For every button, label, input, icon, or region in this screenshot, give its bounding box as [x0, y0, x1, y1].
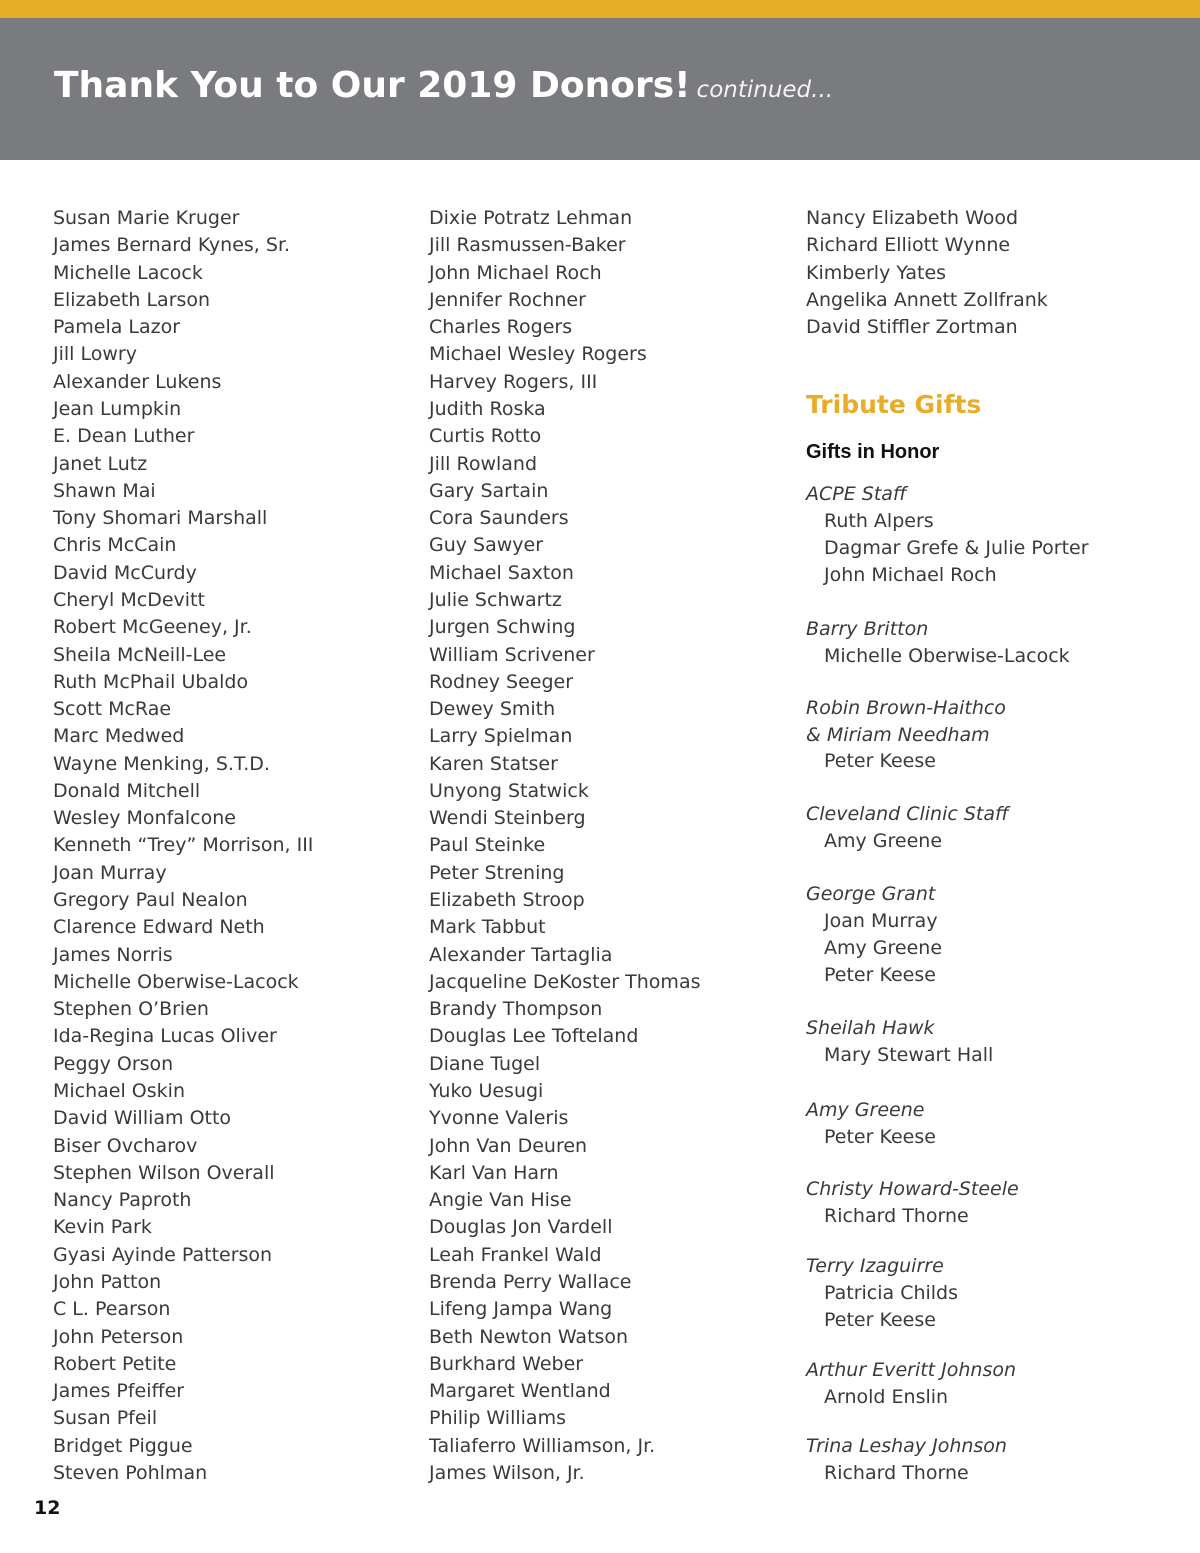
- donor-name: Unyong Statwick: [429, 779, 589, 802]
- donor-name: Michael Oskin: [53, 1080, 185, 1102]
- donor-name: Nancy Paproth: [53, 1189, 192, 1212]
- donor-name: Curtis Rotto: [429, 425, 542, 448]
- donor-name: Jill Rasmussen-Baker: [429, 234, 626, 257]
- donor-name: Angie Van Hise: [429, 1189, 572, 1212]
- donor-name: Julie Schwartz: [429, 588, 562, 611]
- tribute-donor-name: Joan Murray: [824, 909, 938, 932]
- donor-name: Jean Lumpkin: [53, 397, 182, 420]
- donor-name: Clarence Edward Neth: [53, 916, 265, 939]
- tribute-gifts-heading: Tribute Gifts: [806, 390, 982, 419]
- page-number: 12: [34, 1497, 61, 1519]
- donor-name: Bridget Piggue: [53, 1434, 193, 1457]
- honoree-name: Amy Greene: [806, 1099, 925, 1121]
- honoree-name: Cleveland Clinic Staff: [806, 803, 1009, 825]
- page-title-text: Thank You to Our 2019 Donors!: [54, 65, 691, 106]
- donor-name: Larry Spielman: [429, 725, 573, 748]
- tribute-donor-name: John Michael Roch: [824, 563, 997, 586]
- donor-name: Brandy Thompson: [429, 998, 603, 1021]
- tribute-donor-name: Peter Keese: [824, 1125, 936, 1148]
- honoree-name: & Miriam Needham: [806, 723, 990, 746]
- donor-name: Pamela Lazor: [53, 316, 181, 339]
- donor-name: Beth Newton Watson: [429, 1325, 629, 1348]
- tribute-group: [806, 1176, 1186, 1230]
- donor-name: Elizabeth Stroop: [429, 889, 585, 912]
- donor-name: Wayne Menking, S.T.D.: [53, 752, 270, 775]
- donor-name: Scott McRae: [53, 698, 172, 721]
- donor-name: Biser Ovcharov: [53, 1134, 198, 1157]
- donor-name: Lifeng Jampa Wang: [429, 1298, 613, 1321]
- tribute-donor-name: Mary Stewart Hall: [824, 1043, 994, 1066]
- donor-name: James Wilson, Jr.: [429, 1461, 585, 1484]
- donor-name: Guy Sawyer: [429, 534, 544, 557]
- tribute-donor-name: Richard Thorne: [824, 1461, 969, 1484]
- donor-name: Elizabeth Larson: [53, 288, 211, 311]
- donor-name: Burkhard Weber: [429, 1352, 584, 1375]
- donor-name: Michelle Lacock: [53, 261, 203, 284]
- tribute-group: [806, 616, 1186, 670]
- donor-name: Michael Saxton: [429, 561, 574, 584]
- donor-name: Dewey Smith: [429, 698, 556, 721]
- donor-name: Jennifer Rochner: [429, 288, 586, 311]
- donor-name: David McCurdy: [53, 561, 197, 584]
- donor-name: Karen Statser: [429, 752, 558, 775]
- donor-name: Tony Shomari Marshall: [53, 507, 268, 530]
- donor-name: Harvey Rogers, III: [429, 370, 598, 393]
- accent-bar: [0, 0, 1200, 18]
- honoree-name: Robin Brown-Haithco: [806, 697, 1006, 719]
- donor-name: James Bernard Kynes, Sr.: [53, 234, 291, 257]
- honoree-name: George Grant: [806, 883, 936, 905]
- donor-name: C L. Pearson: [53, 1298, 171, 1321]
- donor-name: Steven Pohlman: [53, 1461, 208, 1484]
- tribute-group: [806, 1433, 1186, 1487]
- donor-column-3: [806, 205, 1186, 341]
- donor-name: Gregory Paul Nealon: [53, 889, 248, 912]
- honoree-name: Trina Leshay Johnson: [806, 1435, 1007, 1457]
- page-title: [54, 64, 833, 112]
- donor-name: Alexander Lukens: [53, 370, 222, 393]
- donor-name: Susan Pfeil: [53, 1407, 158, 1430]
- donor-name: Rodney Seeger: [429, 670, 574, 693]
- donor-name: Douglas Jon Vardell: [429, 1216, 613, 1239]
- donor-name: Diane Tugel: [429, 1052, 541, 1075]
- honoree-name: Barry Britton: [806, 618, 929, 640]
- donor-name: Sheila McNeill-Lee: [53, 643, 227, 666]
- donor-name: Marc Medwed: [53, 725, 185, 748]
- donor-name: E. Dean Luther: [53, 425, 195, 448]
- donor-name: Cora Saunders: [429, 507, 569, 530]
- donor-name: Kenneth “Trey” Morrison, III: [53, 834, 314, 857]
- donor-name: Chris McCain: [53, 534, 177, 557]
- donor-name: Richard Elliott Wynne: [806, 234, 1011, 257]
- donor-column-2: [429, 205, 799, 1487]
- donor-name: Robert McGeeney, Jr.: [53, 616, 252, 639]
- donor-name: Douglas Lee Tofteland: [429, 1025, 639, 1048]
- tribute-donor-name: Ruth Alpers: [824, 509, 934, 532]
- tribute-group: [806, 881, 1186, 989]
- donor-name: Dixie Potratz Lehman: [429, 207, 633, 229]
- tribute-donor-name: Peter Keese: [824, 963, 936, 986]
- tribute-donor-name: Amy Greene: [824, 829, 943, 852]
- donor-name: John Patton: [53, 1270, 162, 1293]
- donor-name: Philip Williams: [429, 1407, 566, 1430]
- tribute-donor-name: Arnold Enslin: [824, 1385, 949, 1408]
- donor-name: Kimberly Yates: [806, 261, 947, 284]
- donor-name: Janet Lutz: [53, 452, 148, 475]
- tribute-group: [806, 1357, 1186, 1411]
- tribute-group: [806, 801, 1186, 855]
- tribute-group: [806, 1253, 1186, 1334]
- donor-name: Cheryl McDevitt: [53, 588, 205, 611]
- gifts-in-honor-heading: Gifts in Honor: [806, 441, 940, 463]
- donor-name: Gyasi Ayinde Patterson: [53, 1243, 273, 1266]
- donor-name: Susan Marie Kruger: [53, 207, 240, 229]
- donor-column-1: [53, 205, 413, 1487]
- honoree-name: Christy Howard-Steele: [806, 1178, 1019, 1200]
- tribute-donor-name: Peter Keese: [824, 1308, 936, 1331]
- page-subtitle: continued...: [696, 77, 834, 103]
- tribute-group: [806, 695, 1186, 775]
- donor-name: Donald Mitchell: [53, 779, 201, 802]
- page-header: [0, 18, 1200, 160]
- donor-name: Michael Wesley Rogers: [429, 343, 647, 366]
- tribute-donor-name: Patricia Childs: [824, 1281, 959, 1304]
- donor-name: Leah Frankel Wald: [429, 1243, 602, 1266]
- donor-name: Peter Strening: [429, 861, 565, 884]
- donor-name: William Scrivener: [429, 643, 595, 666]
- donor-name: Michelle Oberwise-Lacock: [53, 970, 299, 993]
- tribute-group: [806, 1015, 1186, 1069]
- tribute-donor-name: Peter Keese: [824, 750, 936, 772]
- donor-name: Robert Petite: [53, 1352, 177, 1375]
- donor-name: Jurgen Schwing: [429, 616, 576, 639]
- donor-name: Jacqueline DeKoster Thomas: [429, 970, 701, 993]
- tribute-donor-name: Richard Thorne: [824, 1204, 969, 1227]
- donor-name: Paul Steinke: [429, 834, 546, 857]
- tribute-donor-name: Dagmar Grefe & Julie Porter: [824, 536, 1089, 559]
- donor-name: Stephen O’Brien: [53, 998, 209, 1021]
- donor-name: Karl Van Harn: [429, 1161, 559, 1184]
- donor-name: Taliaferro Williamson, Jr.: [429, 1434, 656, 1457]
- donor-name: Angelika Annett Zollfrank: [806, 288, 1048, 311]
- honoree-name: Sheilah Hawk: [806, 1017, 935, 1039]
- donor-name: Brenda Perry Wallace: [429, 1270, 632, 1293]
- donor-name: Alexander Tartaglia: [429, 943, 613, 966]
- donor-name: David William Otto: [53, 1107, 232, 1130]
- honoree-name: ACPE Staff: [806, 483, 907, 505]
- donor-name: Peggy Orson: [53, 1052, 174, 1075]
- donor-name: Mark Tabbut: [429, 916, 546, 939]
- donor-name: Yvonne Valeris: [429, 1107, 569, 1130]
- honoree-name: Arthur Everitt Johnson: [806, 1359, 1017, 1381]
- tribute-donor-name: Michelle Oberwise-Lacock: [824, 644, 1070, 667]
- donor-name: John Van Deuren: [429, 1134, 588, 1157]
- tribute-group: [806, 1097, 1186, 1151]
- honoree-name: Terry Izaguirre: [806, 1255, 944, 1277]
- donor-name: Wesley Monfalcone: [53, 807, 236, 830]
- donor-name: Shawn Mai: [53, 479, 156, 502]
- donor-name: Wendi Steinberg: [429, 807, 586, 830]
- donor-name: Stephen Wilson Overall: [53, 1161, 275, 1184]
- donor-name: John Peterson: [53, 1325, 184, 1348]
- donor-name: David Stiffler Zortman: [806, 316, 1018, 339]
- donor-name: James Pfeiffer: [53, 1380, 185, 1403]
- donor-name: Jill Lowry: [53, 343, 137, 366]
- donor-name: Kevin Park: [53, 1216, 152, 1239]
- donor-name: Judith Roska: [429, 397, 546, 420]
- donor-name: Jill Rowland: [429, 452, 538, 475]
- donor-name: Ruth McPhail Ubaldo: [53, 670, 249, 693]
- tribute-group: [806, 481, 1186, 589]
- donor-name: James Norris: [53, 943, 173, 966]
- donor-name: Joan Murray: [53, 861, 167, 884]
- donor-name: Ida-Regina Lucas Oliver: [53, 1025, 277, 1048]
- donor-name: Charles Rogers: [429, 316, 573, 339]
- donor-name: John Michael Roch: [429, 261, 602, 284]
- donor-name: Gary Sartain: [429, 479, 549, 502]
- donor-name: Margaret Wentland: [429, 1380, 611, 1403]
- donor-name: Yuko Uesugi: [429, 1080, 544, 1102]
- tribute-donor-name: Amy Greene: [824, 936, 943, 959]
- donor-name: Nancy Elizabeth Wood: [806, 207, 1019, 229]
